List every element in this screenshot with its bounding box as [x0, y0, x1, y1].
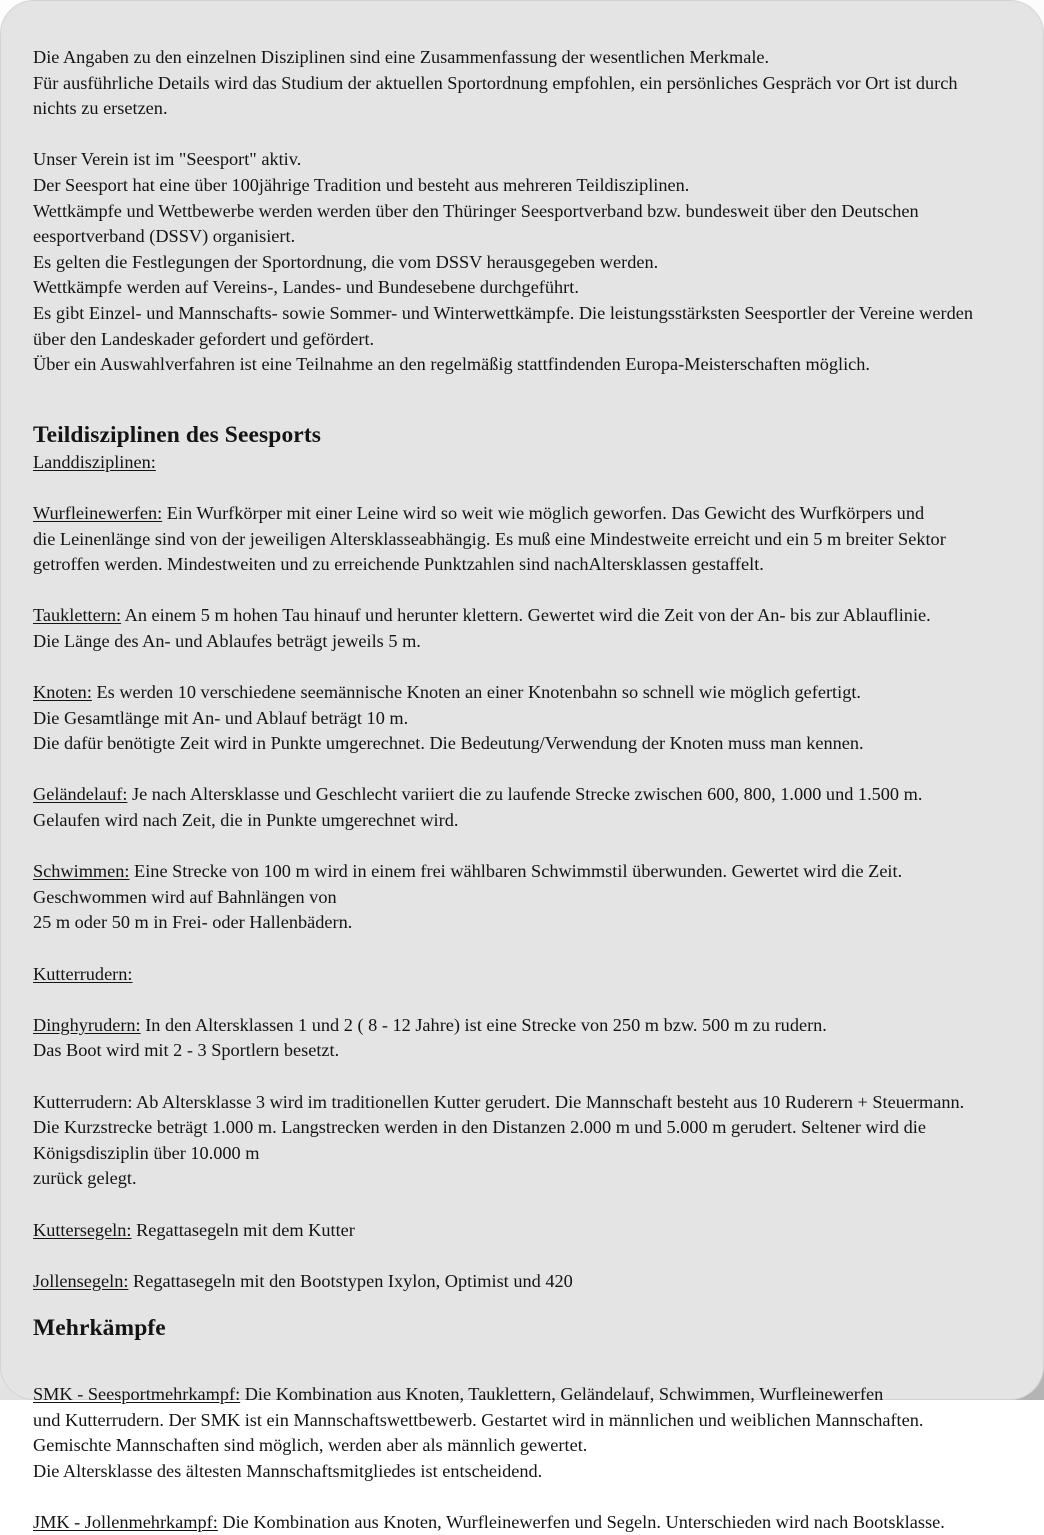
kutterrudern-line-4: zurück gelegt. [33, 1168, 137, 1189]
jollensegeln-line-1 [33, 1269, 1013, 1295]
schwimmen-label: Schwimmen: [33, 861, 130, 882]
subheading-kutterrudern [33, 962, 1013, 988]
knoten-text-1: Es werden 10 verschiedene seemännische Knoten an einer Knotenbahn so schnell wie möglich gefertigt. [91, 682, 861, 703]
knoten-line-3: Die dafür benötigte Zeit wird in Punkte umgerechnet. Die Bedeutung/Verwendung der Knoten muss man kennen. [33, 733, 864, 754]
tauklettern-text-1: An einem 5 m hohen Tau hinauf und herunter klettern. Gewertet wird die Zeit von der An- bis zur Ablauflinie. [121, 605, 931, 626]
spacer [33, 654, 1013, 680]
spacer [33, 475, 1013, 501]
verein-line-1: Unser Verein ist im "Seesport" aktiv. [33, 149, 302, 170]
discipline-jollensegeln [33, 1269, 1013, 1295]
wurfleinewerfen-line-1 [33, 501, 1013, 527]
intro-line-3: nichts zu ersetzen. [33, 98, 168, 119]
gelaendelauf-line-2: Gelaufen wird nach Zeit, die in Punkte umgerechnet wird. [33, 810, 459, 831]
spacer [33, 1294, 1013, 1313]
verein-paragraph [33, 147, 1013, 377]
kuttersegeln-label: Kuttersegeln: [33, 1219, 132, 1240]
jollensegeln-text-1: Regattasegeln mit den Bootstypen Ixylon, Optimist und 420 [128, 1270, 573, 1291]
jmk-text-1: Die Kombination aus Knoten, Wurfleinewerfen und Segeln. Unterschieden wird nach Bootsklasse. [217, 1511, 945, 1532]
subheading-landdisziplinen [33, 450, 1013, 476]
spacer [33, 378, 1013, 420]
wurfleinewerfen-line-2: die Leinenlänge sind von der jeweiligen Altersklasseabhängig. Es muß eine Mindestweite erreicht und ein 5 m breiter Sektor [33, 528, 946, 549]
wurfleinewerfen-line-3: getroffen werden. Mindestweiten und zu erreichende Punktzahlen sind nachAltersklassen gestaffelt. [33, 554, 764, 575]
section-heading-mehrkaempfe: Mehrkämpfe [33, 1315, 166, 1342]
jmk-line-1 [33, 1510, 1013, 1535]
jollensegeln-label: Jollensegeln: [33, 1270, 129, 1291]
verein-line-7: Es gibt Einzel- und Mannschafts- sowie Sommer- und Winterwettkämpfe. Die leistungsstärksten Seesportler der Vereine werden [33, 302, 973, 323]
kutterrudern-line-3: Königsdisziplin über 10.000 m [33, 1142, 260, 1163]
dinghyrudern-line-1 [33, 1013, 1013, 1039]
spacer [33, 1343, 1013, 1369]
tauklettern-line-2: Die Länge des An- und Ablaufes beträgt jeweils 5 m. [33, 630, 421, 651]
smk-line-4: Die Altersklasse des ältesten Mannschaftsmitgliedes ist entscheidend. [33, 1460, 543, 1481]
dinghyrudern-line-2: Das Boot wird mit 2 - 3 Sportlern besetzt. [33, 1040, 340, 1061]
intro-paragraph [33, 45, 1013, 122]
kutterrudern-line-2: Die Kurzstrecke beträgt 1.000 m. Langstrecken werden in den Distanzen 2.000 m und 5.000 m gerudert. Seltener wird die [33, 1117, 926, 1138]
verein-line-6: Wettkämpfe werden auf Vereins-, Landes- und Bundesebene durchgeführt. [33, 277, 579, 298]
spacer [33, 578, 1013, 604]
discipline-schwimmen [33, 859, 1013, 936]
discipline-dinghyrudern [33, 1013, 1013, 1064]
spacer [33, 1484, 1013, 1510]
schwimmen-line-2: Geschwommen wird auf Bahnlängen von [33, 886, 337, 907]
gelaendelauf-line-1 [33, 782, 1013, 808]
kutterrudern-text-1: Ab Altersklasse 3 wird im traditionellen Kutter gerudert. Die Mannschaft besteht aus 10 Ruderern + Steuermann. [132, 1091, 965, 1112]
schwimmen-text-1: Eine Strecke von 100 m wird in einem frei wählbaren Schwimmstil überwunden. Gewertet wird die Zeit. [129, 861, 903, 882]
smk-line-2: und Kutterrudern. Der SMK ist ein Mannschaftswettbewerb. Gestartet wird in männlichen und weiblichen Mannschaften. [33, 1409, 924, 1430]
schwimmen-line-1 [33, 859, 1013, 885]
discipline-tauklettern [33, 603, 1013, 654]
wurfleinewerfen-text-1: Ein Wurfkörper mit einer Leine wird so weit wie möglich geworfen. Das Gewicht des Wurfkörpers und [162, 502, 925, 523]
smk-line-3: Gemischte Mannschaften sind möglich, werden aber als männlich gewertet. [33, 1435, 588, 1456]
wurfleinewerfen-label: Wurfleinewerfen: [33, 502, 163, 523]
competition-jmk [33, 1510, 1013, 1535]
knoten-line-2: Die Gesamtlänge mit An- und Ablauf beträgt 10 m. [33, 707, 409, 728]
kutterrudern-line-1 [33, 1090, 1013, 1116]
verein-line-5: Es gelten die Festlegungen der Sportordnung, die vom DSSV herausgegeben werden. [33, 251, 659, 272]
gelaendelauf-label: Geländelauf: [33, 784, 128, 805]
spacer [33, 1243, 1013, 1269]
smk-label: SMK - Seesportmehrkampf: [33, 1383, 241, 1404]
dinghyrudern-label: Dinghyrudern: [33, 1014, 141, 1035]
section-heading-teildisziplinen: Teildisziplinen des Seesports [33, 421, 321, 448]
intro-line-1: Die Angaben zu den einzelnen Disziplinen sind eine Zusammenfassung der wesentlichen Merkmale. [33, 47, 770, 67]
spacer [33, 757, 1013, 783]
discipline-gelaendelauf [33, 782, 1013, 833]
competition-smk [33, 1382, 1013, 1484]
spacer [33, 987, 1013, 1013]
kuttersegeln-text-1: Regattasegeln mit dem Kutter [131, 1219, 355, 1240]
jmk-label: JMK - Jollenmehrkampf: [33, 1511, 218, 1532]
document-content [1, 1, 1043, 1535]
tauklettern-line-1 [33, 603, 1013, 629]
intro-line-2: Für ausführliche Details wird das Studium der aktuellen Sportordnung empfohlen, ein persönliches Gespräch vor Ort ist durch [33, 72, 958, 93]
verein-line-9: Über ein Auswahlverfahren ist eine Teilnahme an den regelmäßig stattfindenden Europa-Meisterschaften möglich. [33, 354, 870, 375]
spacer [33, 834, 1013, 860]
spacer [33, 122, 1013, 148]
knoten-label: Knoten: [33, 682, 92, 703]
tauklettern-label: Tauklettern: [33, 605, 122, 626]
spacer [33, 1192, 1013, 1218]
discipline-kutterrudern [33, 1090, 1013, 1192]
kutterrudern-label: Kutterrudern: [33, 1091, 133, 1112]
discipline-wurfleinewerfen [33, 501, 1013, 578]
smk-line-1 [33, 1382, 1013, 1408]
verein-line-2: Der Seesport hat eine über 100jährige Tradition und besteht aus mehreren Teildisziplinen. [33, 174, 690, 195]
gelaendelauf-text-1: Je nach Altersklasse und Geschlecht variiert die zu laufende Strecke zwischen 600, 800, 1.000 und 1.500 m. [127, 784, 923, 805]
discipline-kuttersegeln [33, 1218, 1013, 1244]
verein-line-3: Wettkämpfe und Wettbewerbe werden werden über den Thüringer Seesportverband bzw. bundesweit über den Deutschen [33, 200, 919, 221]
spacer [33, 1369, 1013, 1382]
discipline-knoten [33, 680, 1013, 757]
knoten-line-1 [33, 680, 1013, 706]
verein-line-4: eesportverband (DSSV) organisiert. [33, 226, 296, 247]
subheading-landdisziplinen-label: Landdisziplinen: [33, 451, 156, 472]
verein-line-8: über den Landeskader gefordert und gefördert. [33, 328, 375, 349]
smk-text-1: Die Kombination aus Knoten, Tauklettern, Geländelauf, Schwimmen, Wurfleinewerfen [240, 1383, 884, 1404]
schwimmen-line-3: 25 m oder 50 m in Frei- oder Hallenbädern. [33, 912, 353, 933]
spacer [33, 1064, 1013, 1090]
dinghyrudern-text-1: In den Altersklassen 1 und 2 ( 8 - 12 Jahre) ist eine Strecke von 250 m bzw. 500 m zu rudern. [140, 1014, 827, 1035]
spacer [33, 936, 1013, 962]
kuttersegeln-line-1 [33, 1218, 1013, 1244]
subheading-kutterrudern-label: Kutterrudern: [33, 963, 133, 984]
